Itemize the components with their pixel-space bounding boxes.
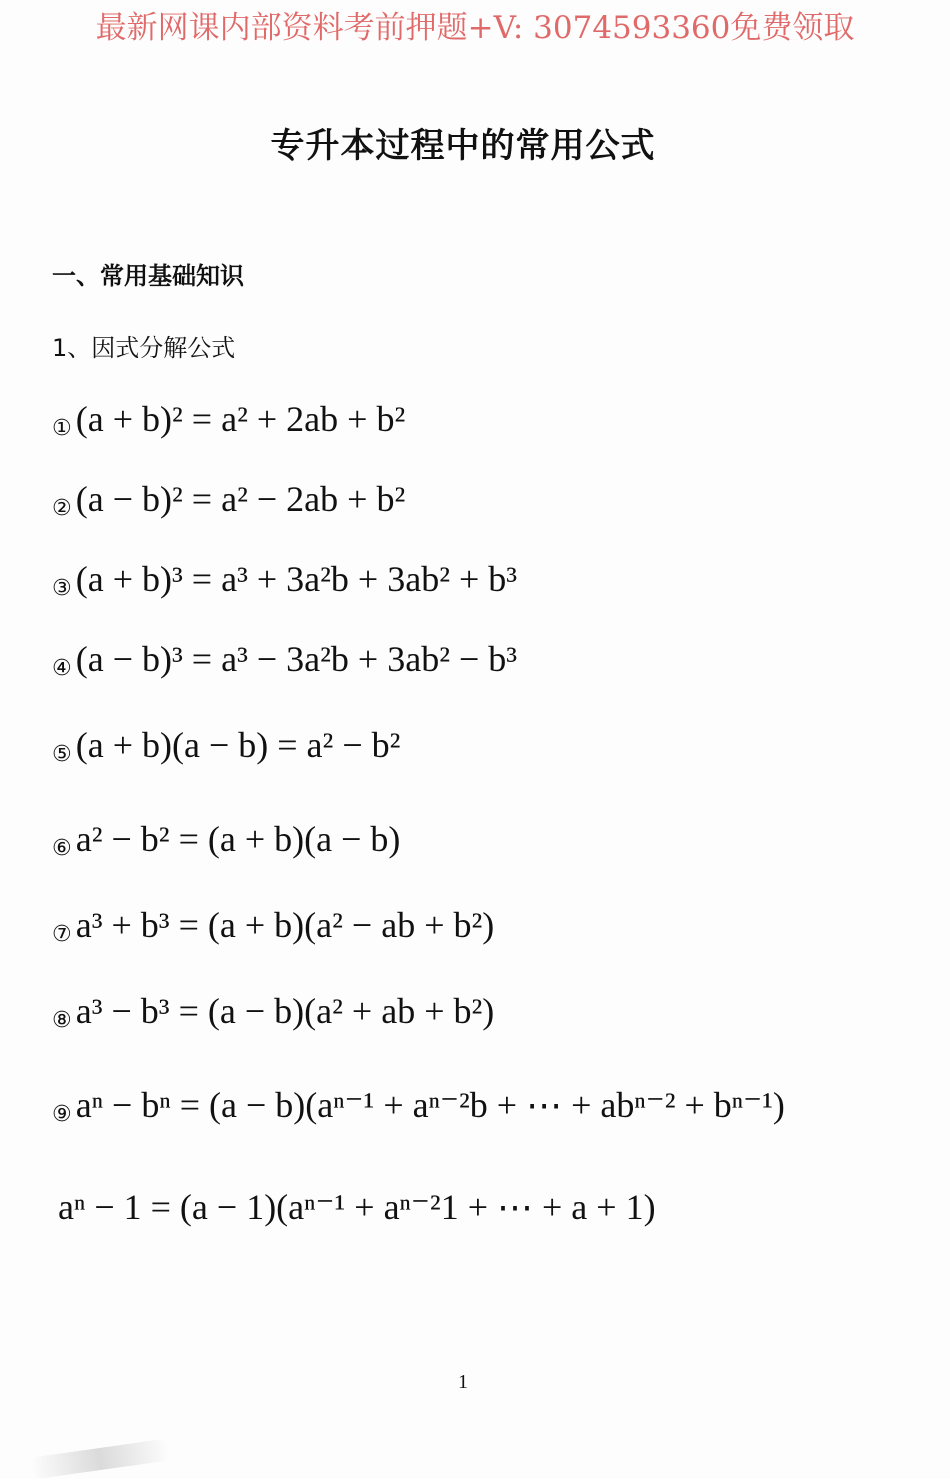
formula-number: ④: [52, 656, 72, 681]
formula-7: [52, 904, 494, 946]
formula-expression: (a + b)(a − b) = a² − b²: [75, 725, 401, 765]
formula-number: ⑨: [52, 1102, 72, 1127]
formula-6: [52, 818, 400, 860]
page-number: 1: [458, 1371, 468, 1393]
scan-smudge: [29, 1438, 171, 1479]
formula-number: ⑧: [52, 1008, 72, 1033]
formula-5: [52, 724, 400, 766]
formula-number: ⑦: [52, 922, 72, 947]
formula-2: [52, 478, 405, 520]
sub-heading: 1、因式分解公式: [52, 334, 236, 362]
formula-expression: (a − b)³ = a³ − 3a²b + 3ab² − b³: [75, 639, 518, 679]
formula-expression: (a − b)² = a² − 2ab + b²: [75, 479, 406, 519]
document-title: 专升本过程中的常用公式: [270, 126, 656, 166]
formula-expression: (a + b)³ = a³ + 3a²b + 3ab² + b³: [75, 559, 518, 599]
formula-expression: a³ + b³ = (a + b)(a² − ab + b²): [75, 905, 495, 945]
formula-4: [52, 638, 517, 680]
formula-number: ③: [52, 576, 72, 601]
formula-1: [52, 398, 405, 440]
formula-9: [52, 1084, 785, 1126]
section-heading: 一、常用基础知识: [52, 262, 244, 290]
formula-number: ⑥: [52, 836, 72, 861]
formula-number: ⑤: [52, 742, 72, 767]
formula-number: ②: [52, 496, 72, 521]
formula-expression: aⁿ − bⁿ = (a − b)(aⁿ⁻¹ + aⁿ⁻²b + ⋯ + abⁿ⁻² + bⁿ⁻¹): [75, 1085, 785, 1125]
formula-3: [52, 558, 517, 600]
watermark-text: 最新网课内部资料考前押题+V: 3074593360免费领取: [95, 10, 855, 46]
formula-10: [58, 1186, 656, 1228]
formula-8: [52, 990, 494, 1032]
formula-number: ①: [52, 416, 72, 441]
formula-expression: a² − b² = (a + b)(a − b): [75, 819, 401, 859]
formula-expression: a³ − b³ = (a − b)(a² + ab + b²): [75, 991, 495, 1031]
formula-expression: aⁿ − 1 = (a − 1)(aⁿ⁻¹ + aⁿ⁻²1 + ⋯ + a + 1): [58, 1187, 656, 1227]
formula-expression: (a + b)² = a² + 2ab + b²: [75, 399, 406, 439]
